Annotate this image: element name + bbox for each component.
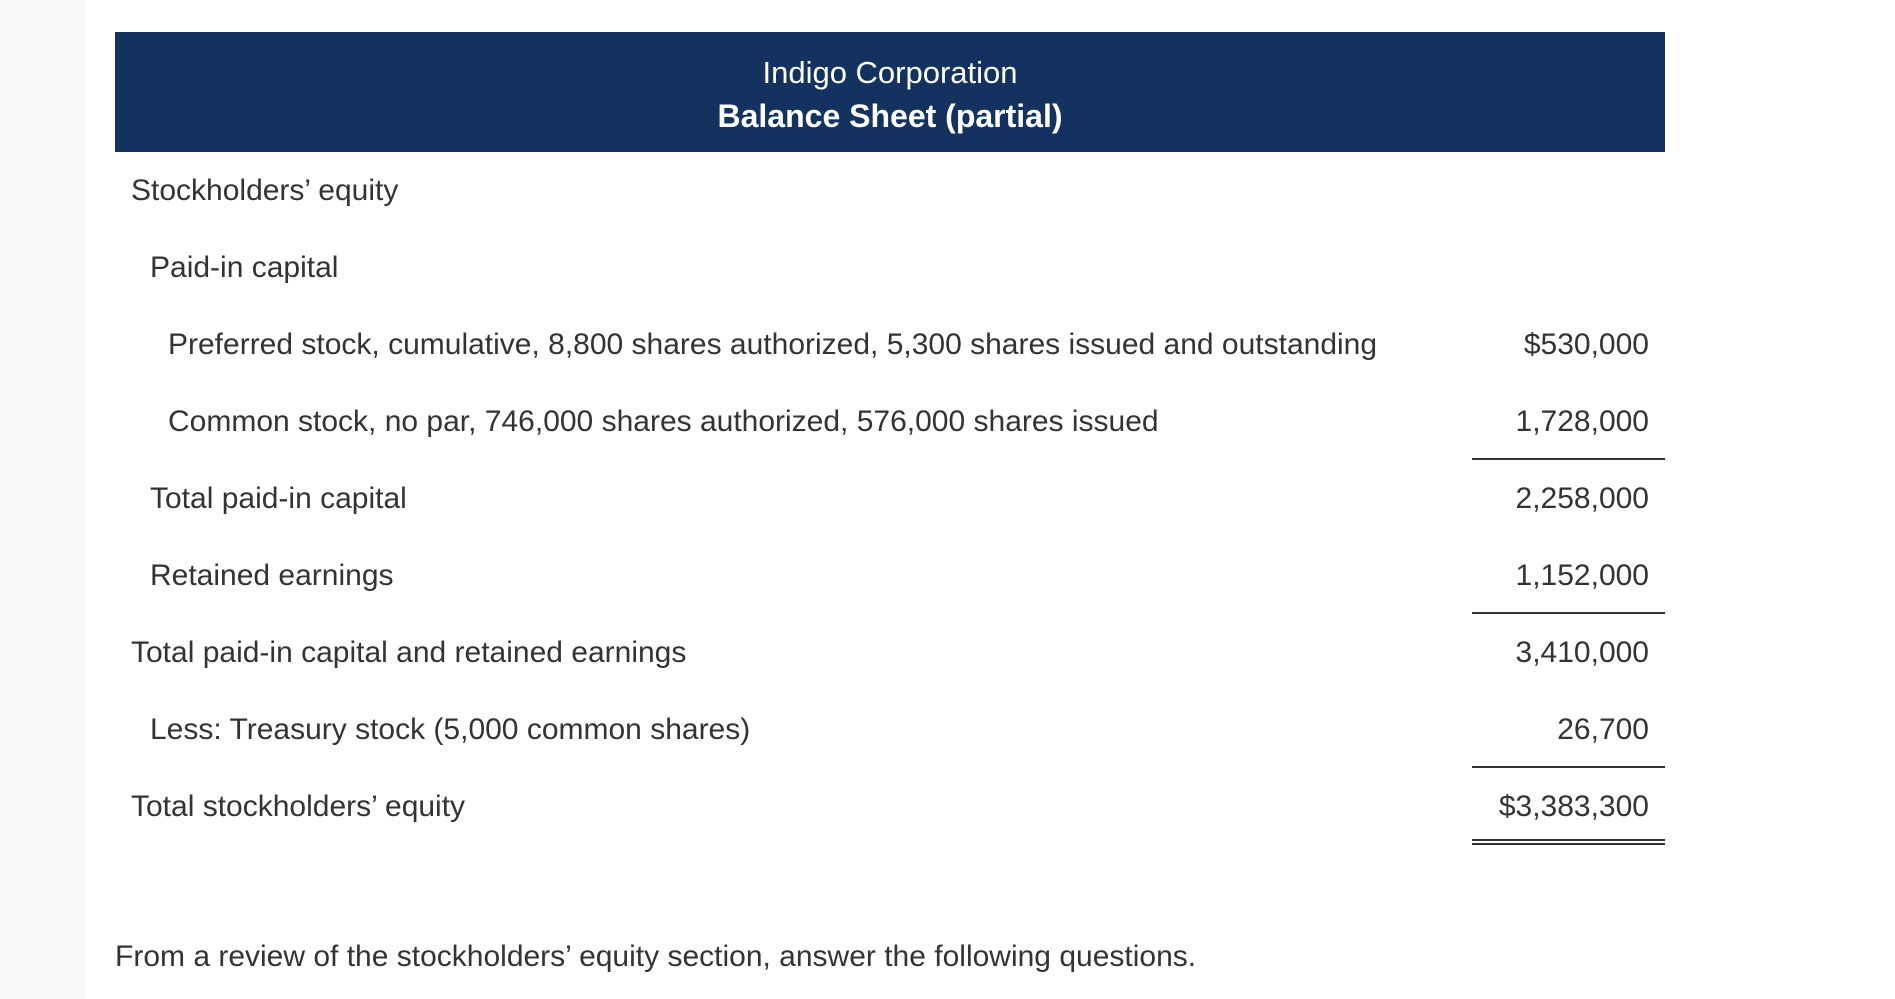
row-paid-in-capital bbox=[115, 229, 1665, 306]
row-stockholders-equity bbox=[115, 152, 1665, 229]
row-preferred-stock bbox=[115, 306, 1665, 383]
row-total-paid-in-capital bbox=[115, 460, 1665, 537]
question-prompt: From a review of the stockholders’ equity section, answer the following questions. bbox=[115, 940, 1197, 973]
row-amount: 3,410,000 bbox=[1515, 636, 1649, 669]
row-amount: 1,152,000 bbox=[1515, 559, 1649, 592]
row-label: Paid-in capital bbox=[150, 251, 339, 284]
row-amount: 26,700 bbox=[1557, 713, 1649, 746]
left-gutter bbox=[0, 0, 85, 999]
content-area bbox=[85, 0, 1895, 999]
row-total-paid-in-and-retained bbox=[115, 614, 1665, 691]
company-name: Indigo Corporation bbox=[762, 55, 1018, 90]
row-label: Retained earnings bbox=[150, 559, 394, 592]
row-label: Common stock, no par, 746,000 shares authorized, 576,000 shares issued bbox=[168, 405, 1159, 438]
statement-header bbox=[115, 32, 1665, 152]
row-label: Total stockholders’ equity bbox=[131, 790, 466, 823]
row-common-stock bbox=[115, 383, 1665, 460]
row-treasury-stock bbox=[115, 691, 1665, 768]
row-label: Total paid-in capital bbox=[150, 482, 407, 515]
row-amount: $530,000 bbox=[1523, 328, 1649, 361]
row-amount: 2,258,000 bbox=[1515, 482, 1649, 515]
row-retained-earnings bbox=[115, 537, 1665, 614]
double-rule-top bbox=[1472, 839, 1665, 841]
row-label: Stockholders’ equity bbox=[131, 174, 399, 207]
balance-sheet bbox=[115, 32, 1665, 845]
row-amount: 1,728,000 bbox=[1515, 405, 1649, 438]
statement-title: Balance Sheet (partial) bbox=[717, 98, 1063, 134]
row-label: Preferred stock, cumulative, 8,800 shares authorized, 5,300 shares issued and outstanding bbox=[168, 328, 1378, 361]
row-label: Total paid-in capital and retained earnings bbox=[131, 636, 687, 669]
double-rule-bottom bbox=[1472, 843, 1665, 845]
row-label: Less: Treasury stock (5,000 common shares) bbox=[150, 713, 751, 746]
row-total-stockholders-equity bbox=[115, 768, 1665, 845]
row-amount: $3,383,300 bbox=[1498, 790, 1649, 823]
